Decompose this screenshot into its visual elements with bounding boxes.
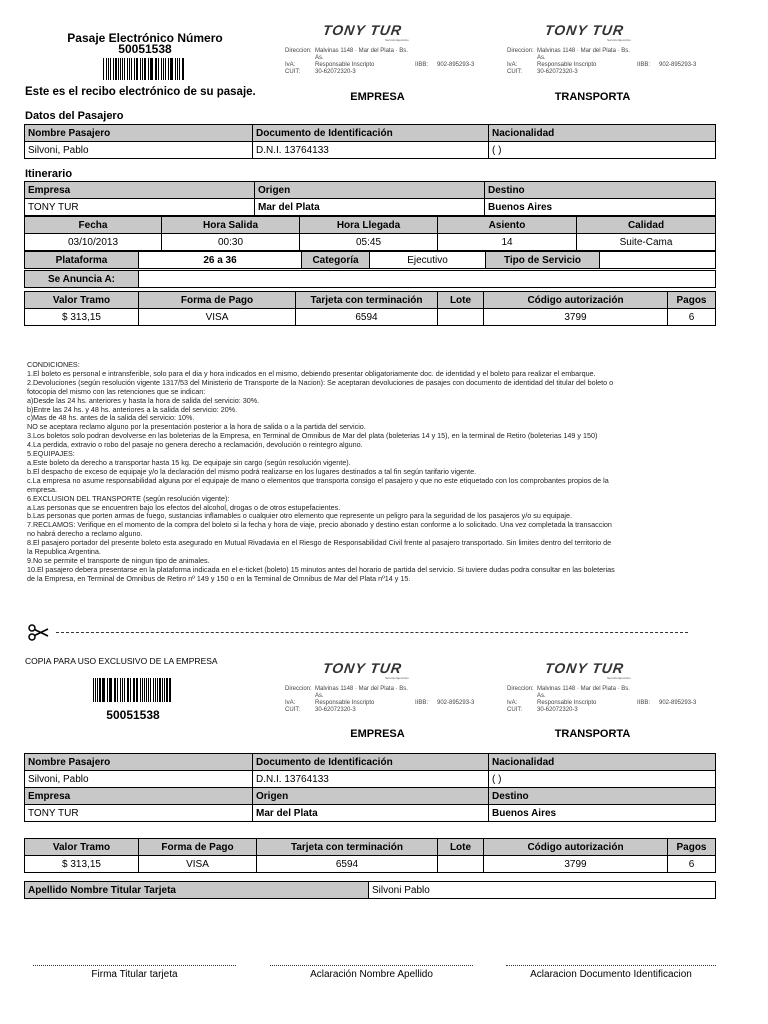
asiento-header: Asiento [438, 217, 577, 234]
info-label: IIBB: [415, 62, 429, 68]
info-value: 30-62072320-3 [315, 69, 356, 75]
info-label: CUIT: [507, 69, 522, 75]
origen-header: Origen [255, 182, 485, 199]
company-info [507, 686, 712, 714]
forma-header: Forma de Pago [139, 839, 257, 856]
titular-value: Silvoni Pablo [369, 882, 716, 899]
table-header-row [25, 292, 716, 309]
name-header: Nombre Pasajero [25, 754, 253, 771]
info-value: 30-62072320-3 [537, 707, 578, 713]
tarjeta-value: 6594 [257, 856, 438, 873]
info-label: CUIT: [285, 707, 300, 713]
copy-passenger-table [24, 753, 716, 822]
condition-line: empresa. [27, 485, 57, 494]
passenger-section-title: Datos del Pasajero [25, 110, 124, 122]
tarjeta-value: 6594 [296, 309, 438, 326]
itinerary-section-title: Itinerario [25, 168, 73, 180]
transporta-caption: TRANSPORTA [554, 728, 631, 740]
table-row [25, 805, 716, 822]
anuncia-header: Se Anuncia A: [25, 271, 139, 288]
origen-value: Mar del Plata [255, 199, 485, 216]
logo-tagline: Servicio Ejecutivo [607, 38, 631, 42]
payment-table [24, 291, 716, 326]
tony-tur-logo: TONY TUR [543, 660, 626, 676]
copy-ticket-number: 50051538 [106, 708, 160, 722]
company-info [285, 686, 490, 714]
route-table [24, 181, 716, 216]
tony-tur-logo: TONY TUR [543, 22, 626, 38]
barcode [103, 58, 185, 80]
table-header-row [25, 125, 716, 142]
company-header-4 [507, 660, 712, 714]
logo-tagline: Servicio Ejecutivo [607, 676, 631, 680]
condition-line: 6.EXCLUSION DEL TRANSPORTE (según resolución vigente): [27, 494, 230, 503]
valor-header: Valor Tramo [25, 839, 139, 856]
tony-tur-logo: TONY TUR [321, 660, 404, 676]
condition-line: b)Entre las 24 hs. y 48 hs. anteriores a la salida del servicio: 20%. [27, 405, 238, 414]
table-header-row [25, 754, 716, 771]
fecha-header: Fecha [25, 217, 162, 234]
info-label: IvA: [285, 700, 296, 706]
info-label: IIBB: [637, 700, 651, 706]
pagos-value: 6 [668, 856, 716, 873]
fecha-value: 03/10/2013 [25, 234, 162, 251]
info-label: CUIT: [285, 69, 300, 75]
info-value: Responsable Inscripto [315, 62, 375, 68]
forma-header: Forma de Pago [139, 292, 296, 309]
table-row [25, 882, 716, 899]
tipo-value [600, 252, 716, 269]
tipo-header: Tipo de Servicio [486, 252, 600, 269]
condition-line: a.Las personas que se encuentren bajo los efectos del alcohol, drogas o de otros estupefacientes. [27, 503, 341, 512]
company-header-3 [285, 660, 490, 714]
info-value: 902-895293-3 [437, 700, 475, 706]
pagos-header: Pagos [668, 292, 716, 309]
cut-line [56, 632, 688, 633]
calidad-value: Suite-Cama [577, 234, 716, 251]
info-value: Malvinas 1148 · Mar del Plata · Bs. As. [537, 686, 630, 699]
empresa-header: Empresa [25, 182, 255, 199]
schedule-table [24, 216, 716, 251]
scissors-icon [28, 624, 50, 642]
pagos-value: 6 [668, 309, 716, 326]
info-value: Malvinas 1148 · Mar del Plata · Bs. As. [315, 686, 408, 699]
condition-line: 1.El boleto es personal e intransferible, solo para el dia y hora indicados en el mismo, debiendo presentar obligatoriamente doc. de identidad y el boleto para realizar el embarque. [27, 369, 596, 378]
info-value: Malvinas 1148 · Mar del Plata · Bs. As. [537, 48, 630, 61]
nationality-header: Nacionalidad [489, 754, 716, 771]
condition-line: 9.No se permite el transporte de ningun tipo de animales. [27, 556, 210, 565]
aclaracion-doc-label: Aclaracion Documento Identificacion [530, 969, 692, 980]
forma-value: VISA [139, 856, 257, 873]
asiento-value: 14 [438, 234, 577, 251]
name-header: Nombre Pasajero [25, 125, 253, 142]
company-info [507, 48, 712, 76]
table-row [25, 856, 716, 873]
info-value: 30-62072320-3 [315, 707, 356, 713]
ticket-number: 50051538 [118, 42, 172, 56]
categoria-header: Categoría [302, 252, 370, 269]
empresa-caption: EMPRESA [350, 728, 405, 740]
condition-line: no habrá derecho a reclamo alguno. [27, 530, 143, 539]
anuncia-table [24, 270, 716, 288]
condition-line: b.Las personas que porten armas de fuego, sustancias inflamables o cualquier otro elemento que represente un peligro para la seguridad de los pasajeros y/o su equipaje. [27, 512, 572, 521]
tony-tur-logo: TONY TUR [321, 22, 404, 38]
destino-header: Destino [485, 182, 716, 199]
forma-value: VISA [139, 309, 296, 326]
company-header-1 [285, 22, 490, 76]
receipt-note: Este es el recibo electrónico de su pasaje. [25, 86, 256, 98]
passenger-name: Silvoni, Pablo [25, 142, 253, 159]
info-value: Responsable Inscripto [537, 700, 597, 706]
info-label: CUIT: [507, 707, 522, 713]
codigo-header: Código autorización [484, 292, 668, 309]
info-value: Responsable Inscripto [315, 700, 375, 706]
condition-line: 4.La perdida, extravio o robo del pasaje no genera derecho a reclamación, devolución o reintegro alguno. [27, 441, 363, 450]
company-header-2 [507, 22, 712, 76]
table-header-row [25, 217, 716, 234]
info-label: IIBB: [415, 700, 429, 706]
info-value: 902-895293-3 [659, 62, 697, 68]
lote-header: Lote [438, 839, 484, 856]
condition-line: CONDICIONES: [27, 361, 80, 369]
destino-value: Buenos Aires [485, 199, 716, 216]
empresa-header: Empresa [25, 788, 253, 805]
condition-line: 10.El pasajero debera presentarse en la plataforma indicada en el e-ticket (boleto) 15 minutos antes del horario de partida del servicio. Si tuviere dudas podra consultar en las boleterias [27, 565, 615, 574]
origen-value: Mar del Plata [253, 805, 489, 822]
condition-line: a)Desde las 24 hs. anteriores y hasta la hora de salida del servicio: 30%. [27, 396, 260, 405]
aclaracion-nombre-label: Aclaración Nombre Apellido [310, 969, 433, 980]
passenger-nationality: ( ) [489, 771, 716, 788]
destino-header: Destino [489, 788, 716, 805]
anuncia-value [139, 271, 716, 288]
condition-line: la Republica Argentina. [27, 548, 101, 557]
info-label: Direccion: [285, 48, 312, 54]
empresa-value: TONY TUR [25, 805, 253, 822]
signature-line [33, 965, 236, 966]
platform-table [24, 251, 716, 269]
destino-value: Buenos Aires [489, 805, 716, 822]
logo-tagline: Servicio Ejecutivo [385, 676, 409, 680]
valor-header: Valor Tramo [25, 292, 139, 309]
info-value: 30-62072320-3 [537, 69, 578, 75]
table-row [25, 234, 716, 251]
info-value: Malvinas 1148 · Mar del Plata · Bs. As. [315, 48, 408, 61]
company-info [285, 48, 490, 76]
info-label: IvA: [507, 700, 518, 706]
signature-line [506, 965, 716, 966]
copy-note: COPIA PARA USO EXCLUSIVO DE LA EMPRESA [25, 656, 218, 666]
empresa-value: TONY TUR [25, 199, 255, 216]
passenger-name: Silvoni, Pablo [25, 771, 253, 788]
table-header-row [25, 788, 716, 805]
lote-header: Lote [438, 292, 484, 309]
calidad-header: Calidad [577, 217, 716, 234]
passenger-doc: D.N.I. 13764133 [253, 142, 489, 159]
info-label: IIBB: [637, 62, 651, 68]
info-label: Direccion: [285, 686, 312, 692]
table-header-row [25, 182, 716, 199]
condition-line: 3.Los boletos solo podran devolverse en las boleterias de la Empresa, en Terminal de Omnibus de Mar del plata (boleterias 14 y 15), en la terminal de Retiro (boleterias 149 y 150) [27, 432, 598, 441]
passenger-doc: D.N.I. 13764133 [253, 771, 489, 788]
plataforma-header: Plataforma [25, 252, 139, 269]
info-label: Direccion: [507, 48, 534, 54]
condition-line: 2.Devoluciones (según resolución vigente 1317/53 del Ministerio de Transporte de la Nacion): Se aceptaran devoluciones de pasajes con documento de identidad del titular del boleto o [27, 378, 614, 387]
table-row [25, 199, 716, 216]
table-row [25, 252, 716, 269]
logo-tagline: Servicio Ejecutivo [385, 38, 409, 42]
condition-line: 7.RECLAMOS: Verifique en el momento de la compra del boleto si la fecha y hora de viaje, precio abonado y destino estan conforme a lo solicitado. Una vez completada la transaccion [27, 521, 612, 530]
condition-line: 8.El pasajero portador del presente boleto esta asegurado en Mutual Rivadavia en el Riesgo de Responsabilidad Civil frente al pasajero transportado. Sin limites dentro del territorio de [27, 539, 612, 548]
condition-line: de la Empresa, en Terminal de Omnibus de Retiro nº 149 y 150 o en la Terminal de Omnibus de Mar del Plata nº14 y 15. [27, 574, 411, 583]
empresa-caption: EMPRESA [350, 91, 405, 103]
valor-value: $ 313,15 [25, 309, 139, 326]
categoria-value: Ejecutivo [370, 252, 486, 269]
info-label: IvA: [507, 62, 518, 68]
table-header-row [25, 839, 716, 856]
valor-value: $ 313,15 [25, 856, 139, 873]
doc-header: Documento de Identificación [253, 754, 489, 771]
table-row [25, 271, 716, 288]
condition-line: c.La empresa no asume responsabilidad alguna por el equipaje de mano o elementos que transporta consigo el pasajero y que no este etiquetado con los comprobantes propios de la [27, 476, 609, 485]
conditions-text [27, 361, 717, 584]
signature-line [270, 965, 473, 966]
info-label: IvA: [285, 62, 296, 68]
table-row [25, 142, 716, 159]
lote-value [438, 856, 484, 873]
lote-value [438, 309, 484, 326]
nationality-header: Nacionalidad [489, 125, 716, 142]
passenger-table [24, 124, 716, 159]
condition-line: 5.EQUIPAJES: [27, 450, 75, 459]
codigo-header: Código autorización [484, 839, 668, 856]
copy-payment-table [24, 838, 716, 873]
firma-label: Firma Titular tarjeta [91, 969, 178, 980]
condition-line: c)Mas de 48 hs. antes de la salida del servicio: 10%. [27, 414, 195, 423]
condition-line: a.Este boleto da derecho a transportar hasta 15 kg. De equipaje sin cargo (según resolución vigente). [27, 458, 351, 467]
titular-table [24, 881, 716, 899]
table-row [25, 309, 716, 326]
ticket-title: Pasaje Electrónico Número [67, 31, 223, 45]
salida-header: Hora Salida [162, 217, 300, 234]
condition-line: NO se aceptara reclamo alguno por la presentación posterior a la hora de salida o a la partida del servicio. [27, 423, 366, 432]
doc-header: Documento de Identificación [253, 125, 489, 142]
titular-header: Apellido Nombre Titular Tarjeta [25, 882, 369, 899]
salida-value: 00:30 [162, 234, 300, 251]
info-value: 902-895293-3 [437, 62, 475, 68]
codigo-value: 3799 [484, 309, 668, 326]
info-label: Direccion: [507, 686, 534, 692]
barcode [93, 678, 173, 702]
tarjeta-header: Tarjeta con terminación [296, 292, 438, 309]
codigo-value: 3799 [484, 856, 668, 873]
tarjeta-header: Tarjeta con terminación [257, 839, 438, 856]
pagos-header: Pagos [668, 839, 716, 856]
transporta-caption: TRANSPORTA [554, 91, 631, 103]
passenger-nationality: ( ) [489, 142, 716, 159]
llegada-value: 05:45 [300, 234, 438, 251]
table-row [25, 771, 716, 788]
plataforma-value: 26 a 36 [139, 252, 302, 269]
info-value: 902-895293-3 [659, 700, 697, 706]
origen-header: Origen [253, 788, 489, 805]
condition-line: b.El despacho de exceso de equipaje y/o la declaración del mismo podrá realizarse en los lugares destinados a tal fin según tarifario vigente. [27, 467, 477, 476]
llegada-header: Hora Llegada [300, 217, 438, 234]
info-value: Responsable Inscripto [537, 62, 597, 68]
condition-line: fotocopia del mismo con las retenciones que se indican: [27, 387, 206, 396]
